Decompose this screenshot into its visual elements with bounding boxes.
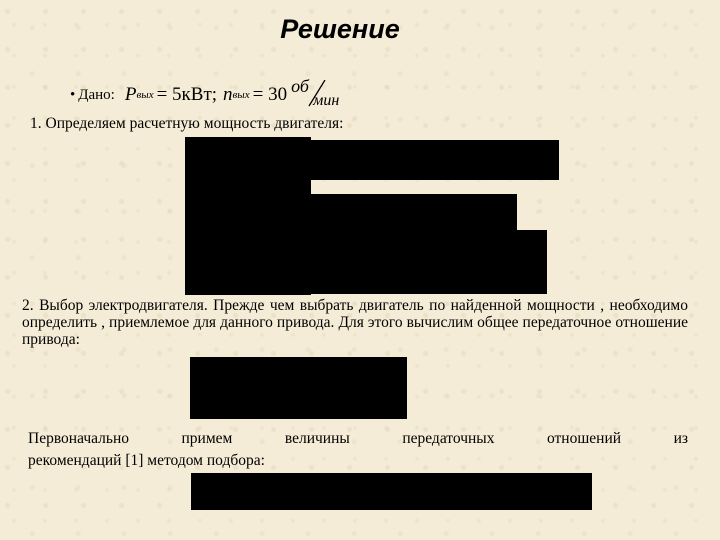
- word: отношений: [546, 430, 622, 447]
- unit-denominator: мин: [313, 92, 340, 109]
- step-3-paragraph: [28, 428, 688, 472]
- word: передаточных: [402, 430, 495, 447]
- step-3-line-1: [28, 428, 688, 450]
- formula-image-6: [191, 473, 592, 510]
- power-subscript: вых: [136, 89, 154, 101]
- power-value: = 5кВт;: [156, 84, 218, 105]
- step-2-paragraph: 2. Выбор электродвигателя. Прежде чем выбрать двигатель по найденной мощности , необходимо определить , приемлемое для данного привода. Для этого вычислим общее передаточное отношение привода:: [22, 297, 688, 348]
- formula-image-4: [517, 230, 547, 294]
- formula-image-2: [311, 140, 559, 180]
- speed-unit: [289, 76, 347, 110]
- power-symbol: P: [124, 84, 137, 105]
- page-title: Решение: [280, 14, 400, 44]
- unit-numerator: об: [291, 76, 309, 96]
- bullet: •: [70, 86, 76, 103]
- formula-image-5: [190, 357, 407, 419]
- step-3-line-2: рекомендаций [1] методом подбора:: [28, 452, 265, 469]
- word: Первоначально: [28, 430, 129, 447]
- step-1-heading: 1. Определяем расчетную мощность двигателя:: [30, 115, 344, 132]
- given-formula: [124, 76, 347, 110]
- speed-value: = 30: [252, 84, 288, 105]
- speed-symbol: n: [223, 84, 233, 105]
- word: примем: [181, 430, 233, 447]
- given-label: Дано:: [78, 86, 115, 103]
- formula-image-1: [185, 137, 311, 295]
- formula-image-3: [311, 194, 517, 294]
- speed-subscript: вых: [232, 89, 250, 101]
- word: величины: [284, 430, 350, 447]
- given-data: [70, 76, 347, 110]
- word: из: [673, 430, 688, 447]
